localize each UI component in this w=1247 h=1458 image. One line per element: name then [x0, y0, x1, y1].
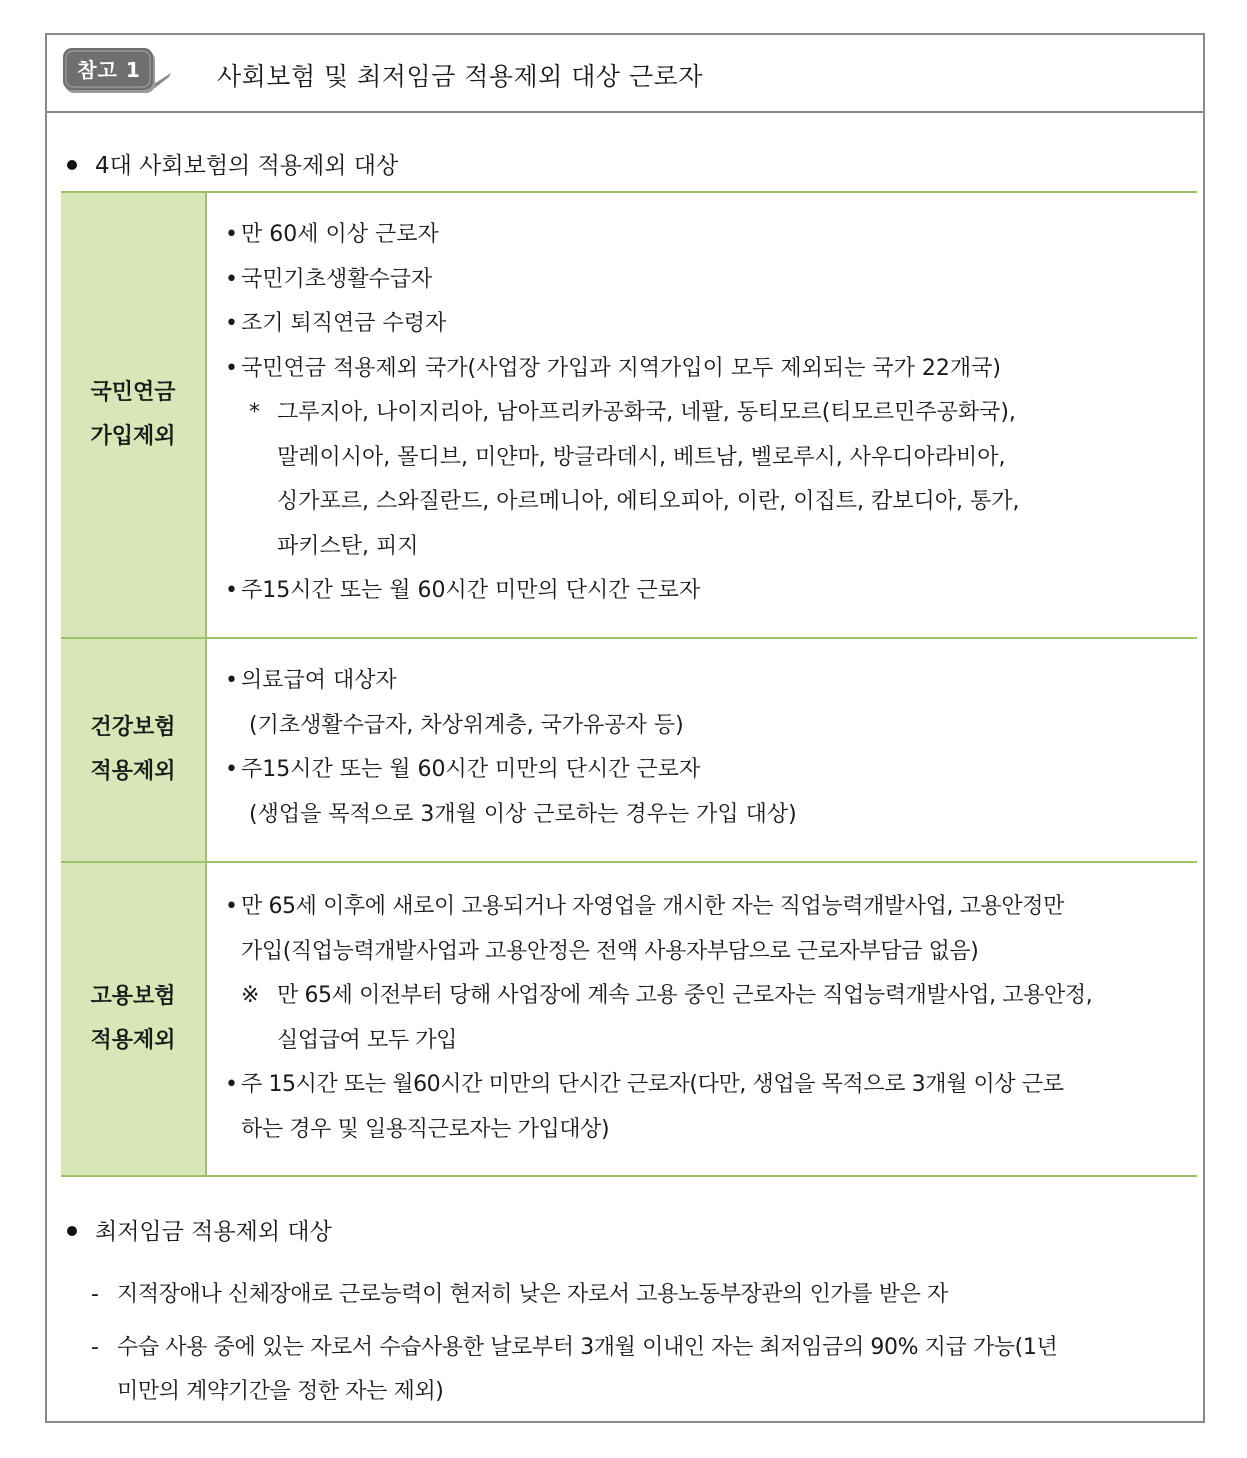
list-item: • 주15시간 또는 월 60시간 미만의 단시간 근로자	[225, 748, 1183, 793]
asterisk-mark: *	[249, 400, 260, 425]
list-item-line: 가입(직업능력개발사업과 고용안정은 전액 사용자부담으로 근로자부담금 없음)	[241, 938, 979, 964]
social-insurance-heading	[67, 147, 398, 180]
list-item	[91, 1326, 1191, 1415]
list-item-line: 수습 사용 중에 있는 자로서 수습사용한 날로부터 3개월 이내인 자는 최저임금의 90% 지급 가능(1년	[117, 1334, 1058, 1360]
list-item: • 국민연금 적용제외 국가(사업장 가입과 지역가입이 모두 제외되는 국가 22개국)	[225, 347, 1183, 392]
note-line: 파키스탄, 피지	[277, 533, 419, 559]
health-row-content	[207, 639, 1197, 861]
employment-row	[61, 863, 1197, 1177]
reference-box	[45, 33, 1205, 1423]
reference-mark: ※	[241, 983, 260, 1008]
list-item: • 조기 퇴직연금 수령자	[225, 302, 1183, 347]
health-row-header	[61, 639, 207, 861]
minimum-wage-heading-text: 최저임금 적용제외 대상	[95, 1219, 332, 1245]
note-line: 실업급여 모두 가입	[277, 1027, 458, 1053]
list-item: • 의료급여 대상자	[225, 659, 1183, 704]
box-header	[47, 35, 1203, 113]
health-label-line-2: 적용제외	[90, 759, 176, 784]
list-item-line: • 만 65세 이후에 새로이 고용되거나 자영업을 개시한 자는 직업능력개발사업, 고용안정만	[241, 894, 1064, 919]
employment-label-line-2: 적용제외	[90, 1028, 176, 1053]
list-item	[225, 1063, 1183, 1152]
list-item	[91, 1273, 1191, 1318]
minimum-wage-list	[91, 1273, 1191, 1415]
list-item-sub: (생업을 목적으로 3개월 이상 근로하는 경우는 가입 대상)	[249, 801, 797, 827]
dash-mark: -	[91, 1334, 99, 1360]
list-item-sub: (기초생활수급자, 차상위계층, 국가유공자 등)	[249, 712, 684, 738]
list-item: • 주15시간 또는 월 60시간 미만의 단시간 근로자	[225, 569, 1183, 614]
employment-row-content	[207, 863, 1197, 1175]
exclusion-table	[61, 191, 1197, 1177]
note-line: 그루지아, 나이지리아, 남아프리카공화국, 네팔, 동티모르(티모르민주공화국),	[277, 400, 1016, 425]
employment-row-header	[61, 863, 207, 1175]
list-item-line: 지적장애나 신체장애로 근로능력이 현저히 낮은 자로서 고용노동부장관의 인가를 받은 자	[117, 1282, 948, 1307]
list-item: • 만 60세 이상 근로자	[225, 213, 1183, 258]
social-heading-text: 4대 사회보험의 적용제외 대상	[95, 153, 399, 179]
employment-label-line-1: 고용보험	[90, 984, 176, 1009]
employment-note	[225, 974, 1183, 1063]
pension-row-header	[61, 193, 207, 637]
pension-row	[61, 193, 1197, 639]
list-item-line: 미만의 계약기간을 정한 자는 제외)	[117, 1379, 444, 1404]
bullet-icon	[67, 1226, 77, 1236]
bullet-icon	[67, 160, 77, 170]
list-item: • 국민기초생활수급자	[225, 258, 1183, 303]
list-item-line: • 주 15시간 또는 월60시간 미만의 단시간 근로자(다만, 생업을 목적으로 3개월 이상 근로	[241, 1072, 1064, 1097]
pension-row-content	[207, 193, 1197, 637]
page-title: 사회보험 및 최저임금 적용제외 대상 근로자	[217, 62, 703, 91]
list-item	[225, 885, 1183, 974]
pension-label-line-1: 국민연금	[90, 380, 176, 405]
pension-label-line-2: 가입제외	[90, 424, 176, 449]
note-line: 말레이시아, 몰디브, 미얀마, 방글라데시, 베트남, 벨로루시, 사우디아라비아,	[277, 444, 1006, 470]
note-line: 만 65세 이전부터 당해 사업장에 계속 고용 중인 근로자는 직업능력개발사업, 고용안정,	[277, 983, 1093, 1008]
health-row	[61, 639, 1197, 863]
dash-mark: -	[91, 1282, 99, 1307]
badge-label: 참고 1	[77, 58, 141, 82]
list-item-line: 하는 경우 및 일용직근로자는 가입대상)	[241, 1116, 610, 1142]
note-line: 싱가포르, 스와질란드, 아르메니아, 에티오피아, 이란, 이집트, 캄보디아, 통가,	[277, 489, 1020, 514]
minimum-wage-heading	[67, 1213, 332, 1246]
country-note	[225, 391, 1183, 569]
reference-badge	[63, 47, 175, 97]
health-label-line-1: 건강보험	[90, 715, 176, 740]
